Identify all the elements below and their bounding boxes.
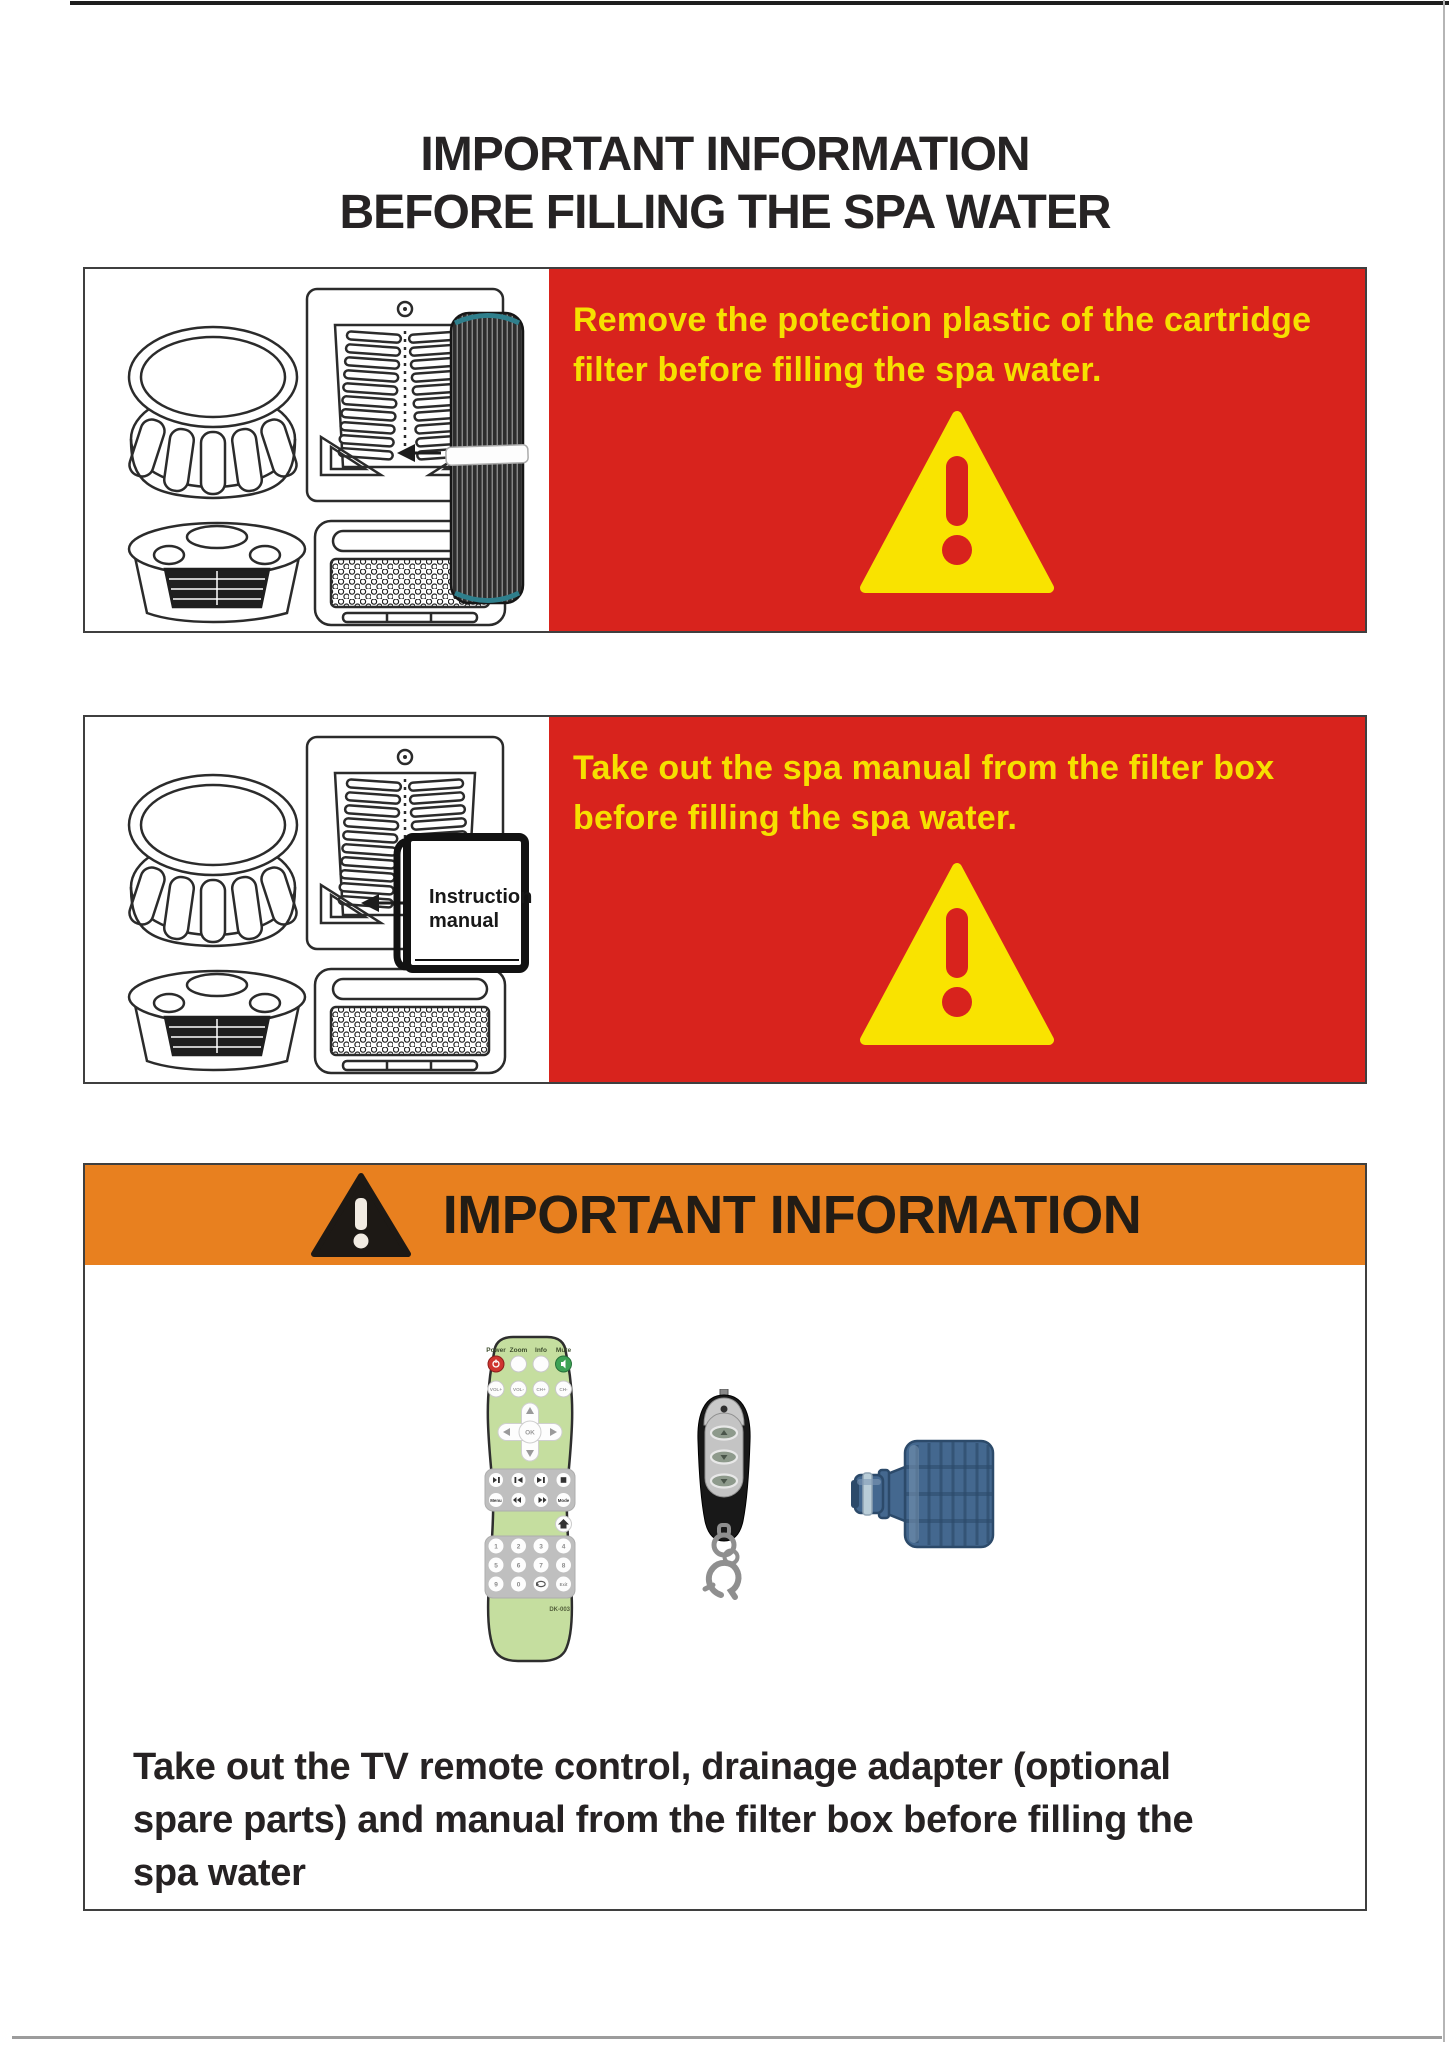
remote-label-info: Info [535, 1347, 547, 1354]
book-label-line-1: Instruction [429, 886, 533, 908]
ok-label: OK [525, 1429, 535, 1437]
cartridge-warning-line-2: filter before filling the spa water. [573, 351, 1102, 389]
page-title [83, 126, 1367, 242]
page-title-line-1: IMPORTANT INFORMATION [420, 128, 1030, 181]
info-note-line-1: Take out the TV remote control, drainage adapter (optional [133, 1746, 1171, 1788]
book-label-line-2: manual [429, 910, 500, 932]
keyfob-remote-illustration [691, 1389, 757, 1605]
exit-label: Exit [559, 1582, 568, 1587]
digit-6: 6 [516, 1562, 521, 1570]
important-information-banner [85, 1165, 1365, 1265]
zoom-button [511, 1356, 527, 1372]
manual-warning-line-1: Take out the spa manual from the filter box [573, 749, 1275, 787]
digit-4: 4 [561, 1543, 566, 1551]
page-right-edge [1443, 0, 1445, 2042]
remote-label-power: Power [486, 1347, 506, 1354]
manual-warning-panel [83, 715, 1367, 1084]
filter-parts-drawing [85, 269, 549, 631]
info-note-line-3: spa water [133, 1852, 306, 1894]
vol-up-label: VOL+ [489, 1387, 503, 1392]
page-top-edge [70, 1, 1449, 5]
remote-label-zoom: Zoom [509, 1347, 528, 1354]
info-note [133, 1741, 1373, 1900]
digit-7: 7 [539, 1562, 543, 1570]
fob-buttons [711, 1427, 737, 1488]
filter-parts-illustration [85, 269, 549, 631]
manual-parts-drawing [85, 717, 549, 1082]
digit-9: 9 [494, 1581, 498, 1589]
menu-label: Menu [490, 1498, 502, 1503]
cartridge-warning-message-area [549, 269, 1365, 631]
digit-5: 5 [494, 1562, 498, 1570]
power-button [488, 1356, 504, 1372]
cartridge-filter-drawing [446, 313, 529, 603]
page-title-line-2: BEFORE FILLING THE SPA WATER [339, 186, 1111, 239]
info-note-line-2: spare parts) and manual from the filter box before filling the [133, 1799, 1194, 1841]
home-button [556, 1516, 572, 1532]
cartridge-warning-line-1: Remove the potection plastic of the cartridge [573, 301, 1312, 339]
mode-label: Mode [557, 1498, 570, 1503]
manual-warning-line-2: before filling the spa water. [573, 799, 1018, 837]
remote-media-pad [485, 1469, 575, 1511]
warning-triangle-black-icon [309, 1171, 413, 1259]
digit-2: 2 [516, 1543, 521, 1551]
ch-down-label: CH- [559, 1387, 568, 1392]
remote-label-mute: Mute [555, 1347, 572, 1354]
digit-1: 1 [494, 1543, 498, 1551]
manual-warning-message-area [549, 717, 1365, 1082]
warning-triangle-icon [859, 408, 1055, 596]
manual-parts-illustration [85, 717, 549, 1082]
vol-down-label: VOL- [513, 1387, 524, 1392]
digit-0: 0 [516, 1581, 521, 1589]
cartridge-warning-panel [83, 267, 1367, 633]
warning-triangle-icon [859, 860, 1055, 1048]
cartridge-warning-text [573, 295, 1365, 395]
digit-8: 8 [561, 1562, 566, 1570]
banner-title: IMPORTANT INFORMATION [442, 1185, 1142, 1245]
adapter-spout [851, 1467, 905, 1521]
remote-model-label: DK-003 [549, 1607, 570, 1613]
digit-3: 3 [539, 1543, 543, 1551]
drainage-adapter-illustration [843, 1437, 999, 1551]
manual-warning-text [573, 743, 1365, 843]
important-information-panel [83, 1163, 1367, 1911]
page-bottom-edge [12, 2036, 1442, 2039]
adapter-coupling [905, 1441, 993, 1547]
ch-up-label: CH+ [536, 1387, 546, 1392]
instruction-manual-drawing [397, 837, 532, 969]
remote-number-pad [485, 1536, 575, 1598]
info-button [533, 1356, 549, 1372]
tv-remote-illustration [473, 1333, 587, 1663]
